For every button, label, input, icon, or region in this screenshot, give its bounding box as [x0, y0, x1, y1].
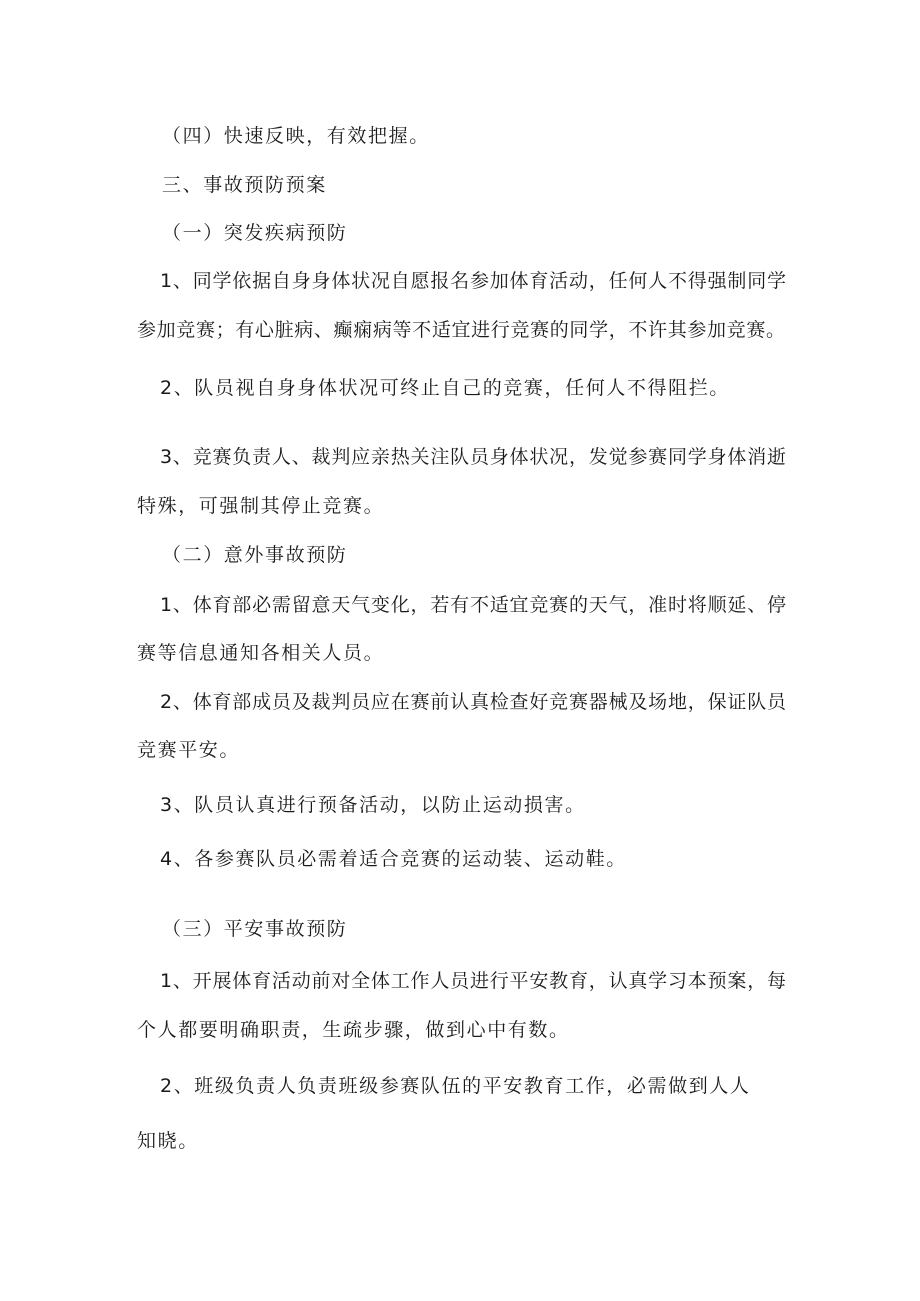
paragraph-three-1-line-2: 个人都要明确职责，生疏步骤，做到心中有数。: [137, 1019, 570, 1041]
subsection-two-heading: （二）意外事故预防: [162, 544, 348, 566]
paragraph-three-2-line-2: 知晓。: [137, 1130, 199, 1152]
paragraph-three-2-line-1: 2、班级负责人负责班级参赛队伍的平安教育工作，必需做到人人: [160, 1075, 751, 1097]
subsection-one-heading: （一）突发疾病预防: [162, 222, 348, 244]
paragraph-two-3: 3、队员认真进行预备活动，以防止运动损害。: [160, 794, 586, 816]
paragraph-one-3-line-2: 特殊，可强制其停止竞赛。: [137, 495, 385, 517]
section-three-heading: 三、事故预防预案: [162, 174, 327, 196]
paragraph-two-2-line-1: 2、体育部成员及裁判员应在赛前认真检查好竞赛器械及场地，保证队员: [160, 691, 786, 713]
paragraph-two-2-line-2: 竞赛平安。: [137, 739, 241, 761]
paragraph-one-2: 2、队员视自身身体状况可终止自己的竞赛，任何人不得阻拦。: [160, 377, 730, 399]
paragraph-one-1-line-1: 1、同学依据自身身体状况自愿报名参加体育活动，任何人不得强制同学: [160, 270, 786, 292]
subsection-three-heading: （三）平安事故预防: [162, 918, 348, 940]
item-four: （四）快速反映，有效把握。: [162, 125, 430, 147]
paragraph-two-4: 4、各参赛队员必需着适合竞赛的运动装、运动鞋。: [160, 848, 627, 870]
paragraph-one-1-line-2: 参加竞赛；有心脏病、癫痫病等不适宜进行竞赛的同学，不许其参加竞赛。: [137, 319, 785, 341]
paragraph-one-3-line-1: 3、竞赛负责人、裁判应亲热关注队员身体状况，发觉参赛同学身体消逝: [160, 446, 786, 468]
paragraph-three-1-line-1: 1、开展体育活动前对全体工作人员进行平安教育，认真学习本预案，每: [160, 970, 786, 992]
paragraph-two-1-line-2: 赛等信息通知各相关人员。: [137, 642, 385, 664]
paragraph-two-1-line-1: 1、体育部必需留意天气变化，若有不适宜竞赛的天气，准时将顺延、停: [160, 594, 786, 616]
